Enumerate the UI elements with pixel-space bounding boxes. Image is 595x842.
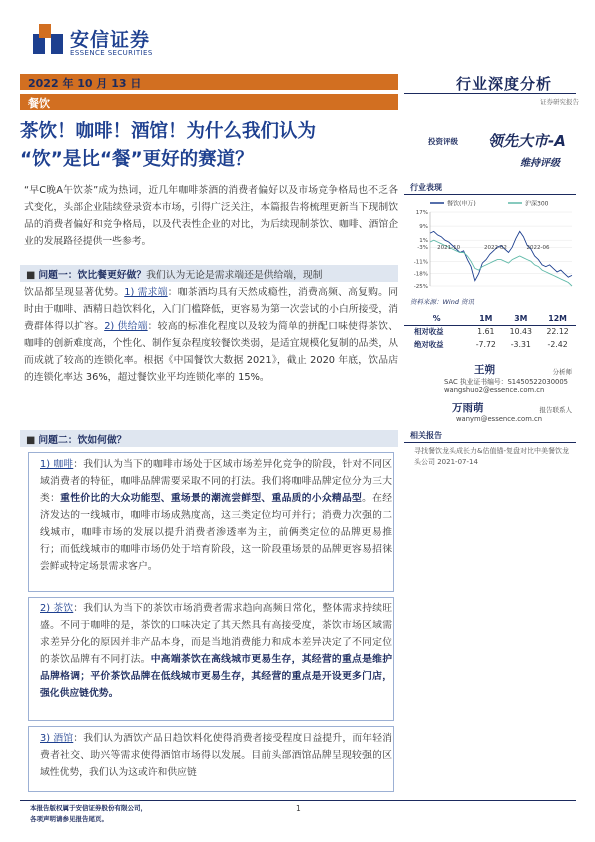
performance-chart (404, 198, 576, 294)
supply-side-label: 2) 供给端 (104, 321, 148, 332)
analyst-name: 王朔 (474, 364, 495, 376)
divider (404, 442, 576, 443)
rating-sub: 维持评级 (520, 158, 560, 169)
rating-label: 投资评级 (428, 137, 458, 146)
y-tick-label: -18% (413, 271, 428, 278)
analyst-1 (404, 362, 576, 398)
performance-heading: 行业表现 (410, 183, 442, 192)
tea-label: 2) 茶饮 (40, 603, 74, 614)
footer-disclaimer: 本报告版权属于安信证券股份有限公司， 各项声明请参见报告尾页。 (30, 804, 147, 823)
logo-chinese: 安信证券 (70, 29, 151, 51)
report-subtype: 证券研究报告 (540, 98, 579, 106)
table-row (404, 338, 576, 351)
analyst-role: 分析师 (552, 368, 572, 376)
coffee-label: 1) 咖啡 (40, 459, 74, 470)
q1-lead: 我们认为无论是需求端还是供给端，现制 (146, 270, 323, 281)
row-label: 相对收益 (414, 327, 444, 337)
chart-source: 资料来源：Wind 资讯 (410, 298, 475, 306)
series-line (430, 231, 572, 280)
table-cell: -3.31 (510, 340, 531, 349)
x-tick-label: 2021-10 (437, 244, 461, 251)
row-label: 绝对收益 (414, 340, 444, 349)
table-header: 3M (514, 313, 528, 323)
x-tick-label: 2022-02 (483, 244, 507, 251)
q1-body: 饮品都呈现显著优势。1) 需求端：咖茶酒均具有天然成瘾性，消费高频、高复购。同时由于咖啡、酒精日趋饮料化，入门门槛降低，更容易为第一次尝试的小白所接受，消费群体得以扩容。2) 供给端：较高的标准化程度以及较为简单的拼配口味使得茶饮、咖啡的创新难度高，个性化、制作复杂程度较餐饮类弱，是适宜规模化复制的品类，从而成就了较高的连锁化率。根据《中国餐饮大数据 2021》，截止 2020 年底，饮品店的连锁化率达 36%，超过餐饮业平均连锁化率的 15%。 (24, 287, 399, 383)
analyst-email: wanym@essence.com.cn (456, 415, 543, 423)
sector-bar (20, 94, 398, 110)
title-line-1: 茶饮！咖啡！酒馆！为什么我们认为 (20, 121, 317, 142)
tea-highlight: 中高端茶饮在高线城市更易生存，其经营的重点是维护品牌格调；平价茶饮品牌在低线城市更易生存，其经营的重点是开设更多门店，强化供应链优势。 (40, 654, 393, 699)
logo-english: ESSENCE SECURITIES (70, 49, 153, 57)
bar-label: 3) 酒馆 (40, 733, 74, 744)
y-tick-label: -3% (417, 245, 428, 252)
performance-table (404, 312, 576, 351)
divider (404, 194, 576, 195)
table-cell: -7.72 (475, 340, 496, 349)
analyst-role: 报告联系人 (539, 406, 572, 414)
legend-label: 餐饮(申万) (447, 200, 476, 208)
coffee-highlight: 重性价比的大众功能型、重场景的潮流尝鲜型、重品质的小众精品型 (60, 493, 363, 504)
related-heading: 相关报告 (410, 431, 442, 440)
table-cell: 22.12 (546, 327, 569, 337)
y-tick-label: 1% (419, 238, 428, 245)
analyst-email: wangshuo2@essence.com.cn (444, 386, 545, 394)
title-line-2: “饮”是比“餐”更好的赛道？ (20, 149, 254, 170)
demand-side-label: 1) 需求端 (124, 287, 168, 298)
table-row (404, 325, 576, 338)
table-header-row (404, 312, 576, 325)
bar-paragraph: 3) 酒馆：我们认为酒饮产品日趋饮料化使得消费者接受程度日益提升，而年轻消费者社交、助兴等需求使得酒馆市场得以发展。目前头部酒馆品牌呈现较强的区域性优势，我们认为这或许和供应链 (40, 733, 392, 778)
table-header: % (432, 313, 441, 323)
q1-header: ■ 问题一：饮比餐更好做？我们认为无论是需求端还是供给端，现制 (26, 270, 323, 281)
report-title (20, 118, 400, 174)
essence-logo-icon (33, 24, 63, 54)
rating-value: 领先大市-A (488, 132, 566, 150)
divider (404, 93, 576, 94)
y-tick-label: 17% (415, 210, 428, 216)
y-tick-label: -11% (413, 259, 428, 266)
footer-divider (20, 800, 576, 801)
y-tick-label: -25% (413, 284, 428, 290)
sector-label: 餐饮 (28, 97, 50, 110)
report-type: 行业深度分析 (456, 75, 553, 93)
table-header: 12M (548, 313, 567, 323)
legend-label: 沪深300 (525, 200, 549, 208)
analyst-2 (404, 400, 576, 426)
y-tick-label: 9% (419, 224, 428, 231)
related-report-item[interactable]: 寻找餐饮龙头成长力&估值锚-复盘对比中美餐饮龙头公司 2021-07-14 (414, 447, 569, 466)
table-header: 1M (479, 313, 493, 323)
report-date: 2022 年 10 月 13 日 (28, 77, 142, 90)
analyst-name: 万雨萌 (452, 402, 484, 414)
tea-paragraph: 2) 茶饮：我们认为当下的茶饮市场消费者需求趋向高频日常化，整体需求持续旺盛。不同于咖啡的是，茶饮的口味决定了其天然具有高接受度，茶饮市场区域需求差异分化的原因并非产品本身，而是当地消费能力和成本差异决定了不同定位的茶饮品牌有不同打法。中高端茶饮在高线城市更易生存，其经营的重点是维护品牌格调；平价茶饮品牌在低线城市更易生存，其经营的重点是开设更多门店，强化供应链优势。 (40, 603, 393, 699)
table-cell: -2.42 (547, 340, 568, 349)
analyst-cert: SAC 执业证书编号：S1450522030005 (444, 378, 568, 386)
q2-header: ■ 问题二：饮如何做？ (26, 435, 127, 446)
intro-paragraph: “早C晚A午饮茶”成为热词，近几年咖啡茶酒的消费者偏好以及市场竞争格局也不乏各式变化，头部企业陆续登录资本市场，引得广泛关注，本篇报告将梳理更新当下现制饮品的消费者偏好和竞争格局，以及代表性企业的对比，为后续现制茶饮、咖啡、酒馆企业的发展路径提供一些参考。 (24, 185, 398, 247)
table-cell: 1.61 (477, 327, 495, 337)
coffee-paragraph: 1) 咖啡：我们认为当下的咖啡市场处于区域市场差异化竞争的阶段，针对不同区域消费者的特征，咖啡品牌需要采取不同的打法。我们将咖啡品牌定位分为三大类：重性价比的大众功能型、重场景的潮流尝鲜型、重品质的小众精品型。在经济发达的一线城市，咖啡市场成熟度高，这三类定位均可并行；消费力次强的二线城市，咖啡市场的发展以提升消费者渗透率为主，前俩类定位的品牌更易推行；而低线城市的咖啡市场仍处于培育阶段，这一阶段重场景的品牌更容易招徕尝鲜或特定场景需求客户。 (40, 459, 393, 572)
x-tick-label: 2022-06 (526, 244, 550, 251)
q1-title: 问题一：饮比餐更好做？ (38, 270, 147, 281)
q2-title: 问题二：饮如何做？ (38, 435, 127, 446)
page-number: 1 (296, 804, 301, 813)
table-cell: 10.43 (509, 327, 532, 337)
